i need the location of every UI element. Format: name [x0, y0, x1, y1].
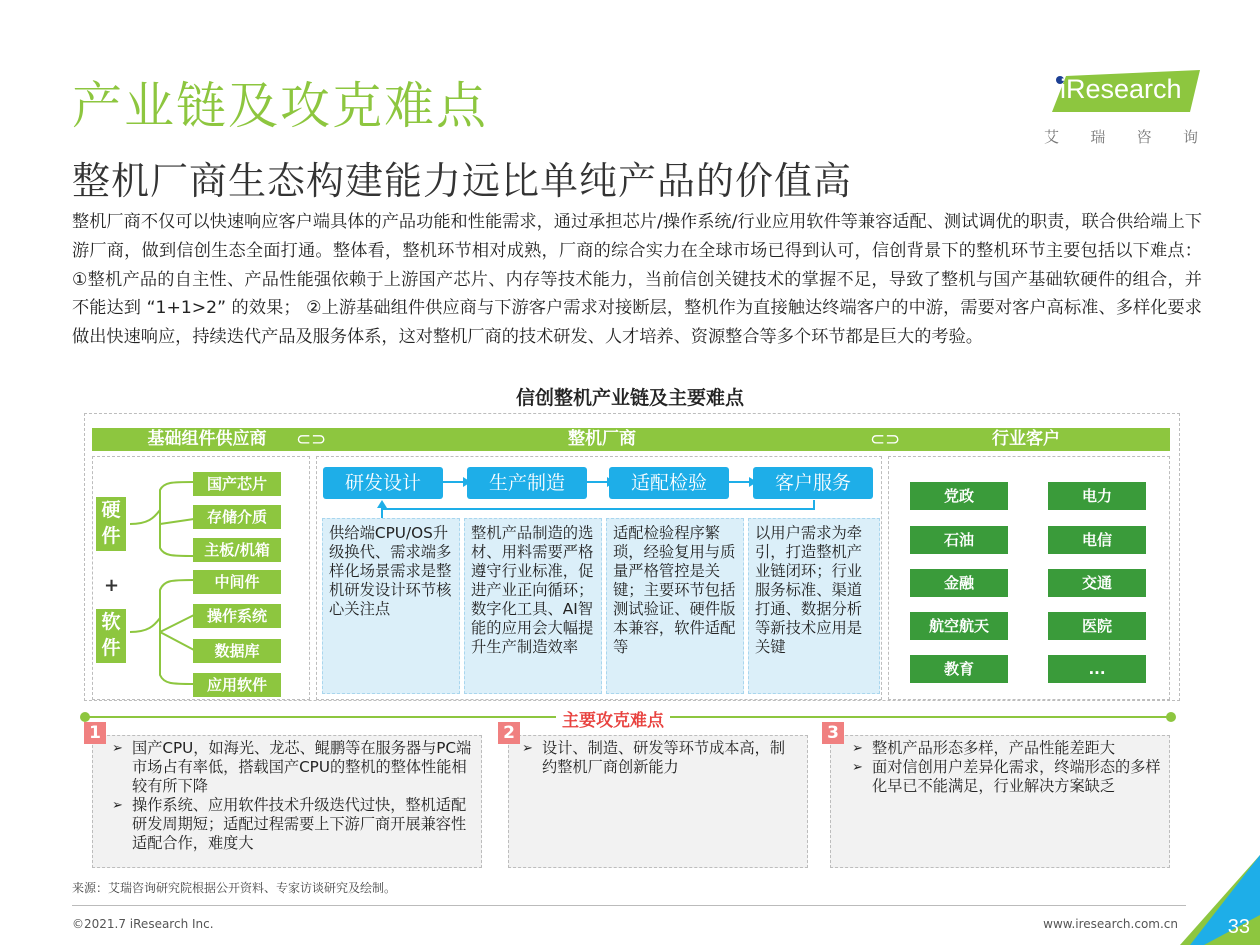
divider-dot [80, 712, 90, 722]
bracket-connectors [126, 470, 196, 700]
difficulty-item: ➢ 国产CPU，如海光、龙芯、鲲鹏等在服务器与PC端市场占有率低，搭载国产CPU的整机的整体性能相较有所下降 [112, 739, 472, 796]
customer-tag: 医院 [1048, 612, 1146, 640]
customer-tag: 金融 [910, 569, 1008, 597]
step-desc: 整机产品制造的选材、用料需要严格遵守行业标准，促进产业正向循环；数字化工具、AI智能的应用会大幅提升生产制造效率 [464, 518, 602, 694]
step-arrow [587, 481, 609, 483]
step-arrow [729, 481, 751, 483]
page-title: 产业链及攻克难点 [72, 77, 488, 135]
customer-tag: 党政 [910, 482, 1008, 510]
customer-tag: 航空航天 [910, 612, 1008, 640]
plus-sign: + [104, 575, 120, 596]
iresearch-logo [1042, 70, 1202, 150]
software-item: 数据库 [193, 639, 281, 663]
customer-tag: ... [1048, 655, 1146, 683]
difficulty-list-2 [522, 739, 792, 777]
logo-char: 艾 [1044, 128, 1060, 146]
software-label: 软件 [96, 609, 126, 663]
step-arrow [443, 481, 465, 483]
difficulty-item: ➢ 设计、制造、研发等环节成本高，制约整机厂商创新能力 [522, 739, 792, 777]
hardware-item: 主板/机箱 [193, 538, 281, 562]
step-adaptation: 适配检验 [609, 467, 729, 499]
customer-tag: 交通 [1048, 569, 1146, 597]
step-desc: 以用户需求为牵引，打造整机产业链闭环；行业服务标准、渠道打通、数据分析等新技术应用是关键 [748, 518, 880, 694]
footer-divider [72, 905, 1186, 906]
step-desc: 供给端CPU/OS升级换代、需求端多样化场景需求是整机研发设计环节核心关注点 [322, 518, 460, 694]
difficulty-number: 1 [84, 722, 106, 744]
divider-dot [1166, 712, 1176, 722]
page-subtitle: 整机厂商生态构建能力远比单纯产品的价值高 [72, 159, 853, 203]
step-rd-design: 研发设计 [323, 467, 443, 499]
difficulty-item: ➢ 整机产品形态多样，产品性能差距大 [852, 739, 1162, 758]
customer-tag: 教育 [910, 655, 1008, 683]
customer-tag: 石油 [910, 526, 1008, 554]
customer-tag: 电力 [1048, 482, 1146, 510]
difficulties-title: 主要攻克难点 [556, 706, 670, 731]
difficulty-number: 3 [822, 722, 844, 744]
source-note: 来源：艾瑞咨询研究院根据公开资料、专家访谈研究及绘制。 [72, 881, 397, 895]
diagram-title: 信创整机产业链及主要难点 [515, 387, 744, 409]
step-customer-service: 客户服务 [753, 467, 873, 499]
software-item: 应用软件 [193, 673, 281, 697]
chain-link-icon: ⊂⊃ [296, 429, 327, 450]
copyright: ©2021.7 iResearch Inc. [72, 917, 214, 931]
software-item: 操作系统 [193, 604, 281, 628]
difficulty-number: 2 [498, 722, 520, 744]
chain-link-icon: ⊂⊃ [870, 429, 901, 450]
intro-paragraph: 整机厂商不仅可以快速响应客户端具体的产品功能和性能需求，通过承担芯片/操作系统/行业应用软件等兼容适配、测试调优的职责，联合供给端上下游厂商，做到信创生态全面打通。整体看，整机环节相对成熟，厂商的综合实力在全球市场已得到认可，信创背景下的整机环节主要包括以下难点： ①整机产品的自主性、产品性能强依赖于上游国产芯片、内存等技术能力，当前信创关键技术的掌握不足，导致了整机与国产基础软硬件的组合，并不能达到 “1+1>2” 的效果； ②上游基础组件供应商与下游客户需求对接断层，整机作为直接触达终端客户的中游，需要对客户高标准、多样化要求做出快速响应，持续迭代产品及服务体系，这对整机厂商的技术研发、人才培养、资源整合等多个环节都是巨大的考验。 [72, 212, 1202, 348]
header-customers: 行业客户 [882, 428, 1170, 451]
difficulty-item: ➢ 面对信创用户差异化需求，终端形态的多样化早已不能满足，行业解决方案缺乏 [852, 758, 1162, 796]
hardware-item: 存储介质 [193, 505, 281, 529]
software-item: 中间件 [193, 570, 281, 594]
header-oem: 整机厂商 [322, 428, 882, 451]
hardware-item: 国产芯片 [193, 472, 281, 496]
hardware-label: 硬件 [96, 497, 126, 551]
difficulty-list-1 [112, 739, 472, 853]
step-manufacturing: 生产制造 [467, 467, 587, 499]
feedback-loop-arrow [370, 499, 830, 519]
page-number: 33 [1227, 916, 1250, 938]
logo-wordmark: iResearch [1060, 74, 1182, 104]
website-link[interactable]: www.iresearch.com.cn [1043, 917, 1178, 931]
header-suppliers: 基础组件供应商 [92, 428, 322, 451]
difficulty-list-3 [852, 739, 1162, 796]
logo-char: 瑞 [1090, 128, 1106, 146]
difficulty-item: ➢ 操作系统、应用软件技术升级迭代过快，整机适配研发周期短；适配过程需要上下游厂商开展兼容性适配合作，难度大 [112, 796, 472, 853]
customer-tag: 电信 [1048, 526, 1146, 554]
logo-char: 咨 [1136, 128, 1152, 146]
step-desc: 适配检验程序繁琐，经验复用与质量严格管控是关键；主要环节包括测试验证、硬件版本兼容，软件适配等 [606, 518, 744, 694]
logo-chinese [1042, 126, 1202, 147]
logo-char: 询 [1182, 128, 1198, 146]
